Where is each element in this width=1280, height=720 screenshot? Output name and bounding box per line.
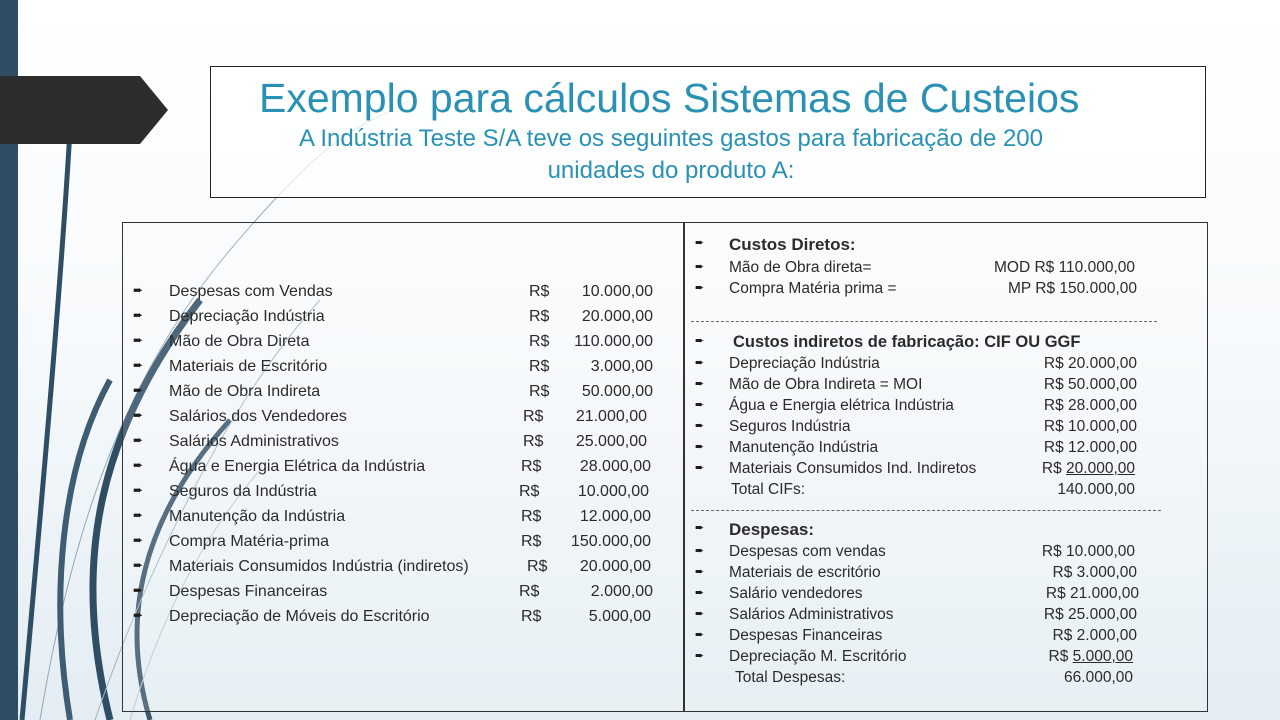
arrow-bullet-icon: ➨ xyxy=(133,358,144,372)
arrow-bullet-icon: ➨ xyxy=(695,237,705,249)
item-amount: R$ 10.000,00 xyxy=(1043,418,1137,435)
arrow-bullet-icon: ➨ xyxy=(695,282,705,294)
arrow-bullet-icon: ➨ xyxy=(695,522,705,534)
total-value: 140.000,00 xyxy=(1057,481,1135,498)
arrow-bullet-icon: ➨ xyxy=(695,608,705,620)
item-label: Depreciação Indústria xyxy=(729,355,880,372)
arrow-bullet-icon: ➨ xyxy=(133,333,144,347)
item-amount: 2.000,00 xyxy=(590,583,653,600)
item-amount: 50.000,00 xyxy=(581,383,653,400)
item-label: Manutenção Indústria xyxy=(729,439,879,456)
item-amount: R$ 20.000,00 xyxy=(1043,355,1137,372)
item-amount xyxy=(1042,460,1135,478)
divider xyxy=(691,321,1157,322)
list-item xyxy=(133,481,673,505)
item-label: Seguros da Indústria xyxy=(169,483,317,500)
item-amount: R$ 3.000,00 xyxy=(1052,564,1137,581)
list-item xyxy=(695,648,1133,668)
item-label: Depreciação Indústria xyxy=(169,308,325,325)
item-amount: R$ 50.000,00 xyxy=(1043,376,1137,393)
subtitle xyxy=(211,123,1131,187)
total-value: 66.000,00 xyxy=(1064,669,1133,686)
item-currency: R$ xyxy=(1048,648,1069,665)
item-label: Água e Energia elétrica Indústria xyxy=(729,397,954,414)
item-label: Salários Administrativos xyxy=(169,433,339,450)
item-amount: 28.000,00 xyxy=(579,458,651,475)
arrow-bullet-icon: ➨ xyxy=(133,283,144,297)
arrow-bullet-icon: ➨ xyxy=(133,383,144,397)
arrow-bullet-icon: ➨ xyxy=(695,566,705,578)
item-label: Seguros Indústria xyxy=(729,418,851,435)
list-item xyxy=(133,556,673,580)
list-item xyxy=(133,281,673,305)
item-amount: R$ 12.000,00 xyxy=(1043,439,1137,456)
item-amount: 12.000,00 xyxy=(579,508,651,525)
item-label: Salário vendedores xyxy=(729,585,863,602)
list-item xyxy=(695,585,1139,605)
list-item xyxy=(695,564,1137,584)
section-title: Despesas: xyxy=(729,520,815,539)
total-label: Total CIFs: xyxy=(731,481,806,498)
list-item xyxy=(133,506,673,530)
item-value: 5.000,00 xyxy=(1072,648,1133,665)
item-label: Mão de Obra Indireta xyxy=(169,383,321,400)
arrow-bullet-icon: ➨ xyxy=(133,308,144,322)
arrow-bullet-icon: ➨ xyxy=(133,483,144,497)
list-item xyxy=(695,627,1137,647)
item-label: Mão de Obra direta= xyxy=(729,259,872,276)
arrow-bullet-icon: ➨ xyxy=(695,378,705,390)
item-amount: 21.000,00 xyxy=(575,408,647,425)
subtitle-line-1: A Indústria Teste S/A teve os seguintes gastos para fabricação de 200 xyxy=(298,125,1044,152)
item-amount xyxy=(1049,648,1133,666)
list-item xyxy=(133,606,673,630)
item-label: Materiais de Escritório xyxy=(169,358,328,375)
item-amount: 150.000,00 xyxy=(570,533,651,550)
item-amount: 10.000,00 xyxy=(577,483,649,500)
item-label: Despesas com Vendas xyxy=(169,283,333,300)
list-item xyxy=(133,406,673,430)
cost-classification-panel xyxy=(684,222,1208,712)
divider xyxy=(691,510,1161,511)
item-currency: R$ xyxy=(527,558,548,575)
item-amount: MP R$ 150.000,00 xyxy=(1008,280,1137,297)
arrow-bullet-icon: ➨ xyxy=(133,533,144,547)
item-currency: R$ xyxy=(529,283,550,300)
item-label: Despesas com vendas xyxy=(729,543,886,560)
item-label: Água e Energia Elétrica da Indústria xyxy=(169,458,426,475)
item-label: Despesas Financeiras xyxy=(169,583,328,600)
subtitle-line-2: unidades do produto A: xyxy=(547,157,795,184)
list-item xyxy=(695,280,1137,300)
section-header-custos-diretos xyxy=(695,235,1155,257)
list-item xyxy=(133,381,673,405)
section-title: Custos indiretos de fabricação: CIF OU GGF xyxy=(733,333,1081,351)
item-currency: R$ xyxy=(529,308,550,325)
section-header-custos-indiretos xyxy=(695,333,1165,355)
item-label: Mão de Obra Direta xyxy=(169,333,310,350)
item-amount: 20.000,00 xyxy=(581,308,653,325)
item-label: Despesas Financeiras xyxy=(729,627,883,644)
total-label: Total Despesas: xyxy=(735,669,846,686)
item-currency: R$ xyxy=(529,358,550,375)
arrow-tab-shape xyxy=(0,76,168,144)
arrow-bullet-icon: ➨ xyxy=(133,508,144,522)
arrow-bullet-icon: ➨ xyxy=(133,458,144,472)
item-currency: R$ xyxy=(521,533,542,550)
item-currency: R$ xyxy=(529,333,550,350)
title-box xyxy=(210,66,1206,198)
item-label: Materiais de escritório xyxy=(729,564,881,581)
list-item xyxy=(695,460,1135,480)
arrow-tab-icon xyxy=(0,76,168,144)
section-title: Custos Diretos: xyxy=(729,235,856,254)
arrow-bullet-icon: ➨ xyxy=(695,335,705,347)
arrow-bullet-icon: ➨ xyxy=(695,399,705,411)
item-label: Depreciação de Móveis do Escritório xyxy=(169,608,430,625)
item-amount: 3.000,00 xyxy=(590,358,653,375)
item-amount: 110.000,00 xyxy=(574,333,653,350)
list-item xyxy=(695,376,1137,396)
list-item xyxy=(695,355,1137,375)
list-item xyxy=(133,456,673,480)
item-currency: R$ xyxy=(521,608,542,625)
expenses-list-panel xyxy=(122,222,684,712)
list-item xyxy=(695,397,1137,417)
item-value: 20.000,00 xyxy=(1066,460,1135,477)
arrow-bullet-icon: ➨ xyxy=(695,587,705,599)
item-amount: 10.000,00 xyxy=(581,283,653,300)
item-label: Compra Matéria-prima xyxy=(169,533,330,550)
item-currency: R$ xyxy=(521,458,542,475)
arrow-bullet-icon: ➨ xyxy=(695,261,705,273)
item-currency: R$ xyxy=(1041,460,1062,477)
item-currency: R$ xyxy=(523,408,544,425)
item-currency: R$ xyxy=(529,383,550,400)
item-amount: R$ 21.000,00 xyxy=(1045,585,1139,602)
list-item xyxy=(695,606,1137,626)
arrow-bullet-icon: ➨ xyxy=(133,408,144,422)
item-amount: R$ 28.000,00 xyxy=(1043,397,1137,414)
list-item xyxy=(695,418,1137,438)
item-amount: 5.000,00 xyxy=(588,608,651,625)
list-item xyxy=(133,356,673,380)
item-amount: R$ 10.000,00 xyxy=(1041,543,1135,560)
item-label: Manutenção da Indústria xyxy=(169,508,346,525)
item-label: Compra Matéria prima = xyxy=(729,280,897,297)
item-amount: 25.000,00 xyxy=(575,433,647,450)
arrow-bullet-icon: ➨ xyxy=(695,629,705,641)
arrow-bullet-icon: ➨ xyxy=(695,357,705,369)
list-item xyxy=(695,439,1137,459)
item-amount: 20.000,00 xyxy=(579,558,651,575)
list-item xyxy=(133,331,673,355)
item-label: Materiais Consumidos Indústria (indiretos) xyxy=(169,558,469,575)
item-currency: R$ xyxy=(521,508,542,525)
arrow-bullet-icon: ➨ xyxy=(695,650,705,662)
arrow-bullet-icon: ➨ xyxy=(133,558,144,572)
item-label: Salários Administrativos xyxy=(729,606,894,623)
item-currency: R$ xyxy=(519,483,540,500)
item-label: Materiais Consumidos Ind. Indiretos xyxy=(729,460,977,477)
arrow-bullet-icon: ➨ xyxy=(133,583,144,597)
total-row xyxy=(695,669,1133,689)
arrow-bullet-icon: ➨ xyxy=(695,545,705,557)
item-label: Mão de Obra Indireta = MOI xyxy=(729,376,923,393)
list-item xyxy=(695,259,1135,279)
item-currency: R$ xyxy=(519,583,540,600)
item-currency: R$ xyxy=(523,433,544,450)
item-amount: R$ 25.000,00 xyxy=(1043,606,1137,623)
arrow-bullet-icon: ➨ xyxy=(133,433,144,447)
section-header-despesas xyxy=(695,520,1155,542)
arrow-bullet-icon: ➨ xyxy=(695,441,705,453)
list-item xyxy=(695,543,1135,563)
item-amount: R$ 2.000,00 xyxy=(1052,627,1137,644)
arrow-bullet-icon: ➨ xyxy=(695,462,705,474)
item-label: Depreciação M. Escritório xyxy=(729,648,907,665)
list-item xyxy=(133,431,673,455)
item-amount: MOD R$ 110.000,00 xyxy=(993,259,1135,276)
list-item xyxy=(133,581,673,605)
list-item xyxy=(133,531,673,555)
arrow-bullet-icon: ➨ xyxy=(133,608,144,622)
list-item xyxy=(133,306,673,330)
item-label: Salários dos Vendedores xyxy=(169,408,347,425)
arrow-bullet-icon: ➨ xyxy=(695,420,705,432)
total-row xyxy=(695,481,1135,501)
page-title: Exemplo para cálculos Sistemas de Custeios xyxy=(259,75,1080,121)
